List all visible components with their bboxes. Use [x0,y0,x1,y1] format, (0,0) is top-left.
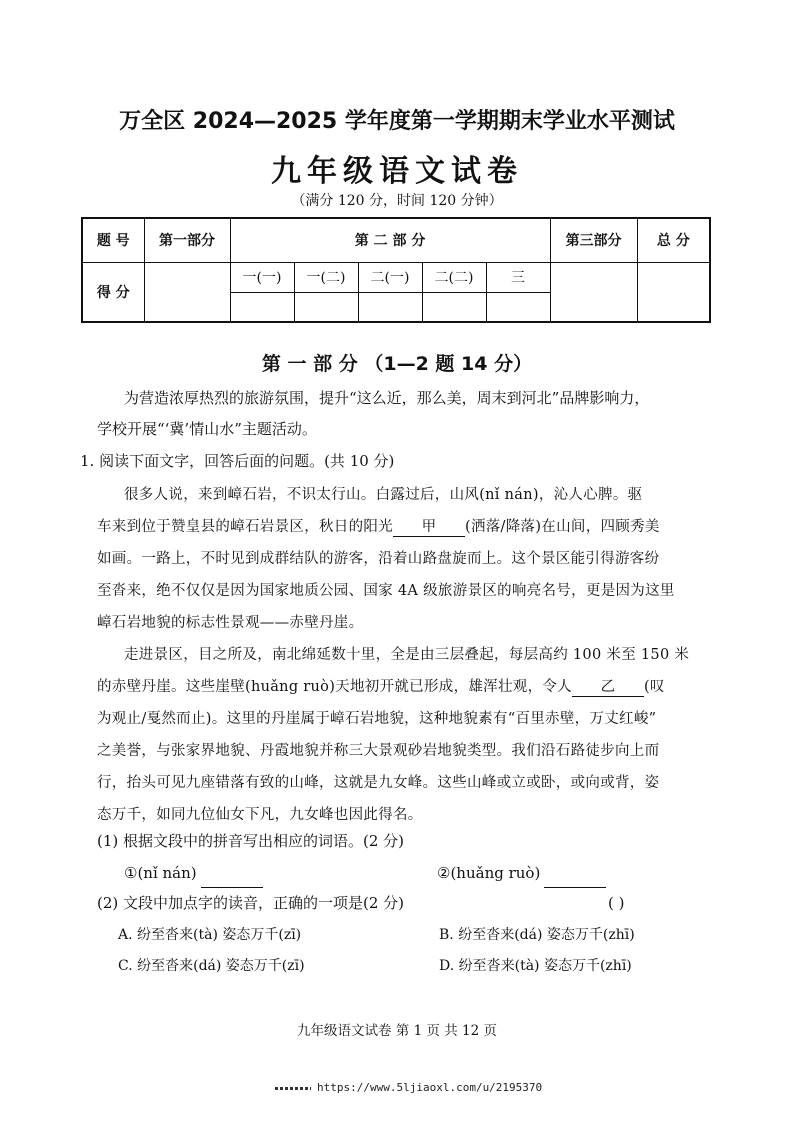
answer-bracket[interactable]: ( ) [608,894,625,912]
total-score-cell [637,262,710,322]
intro-line: 学校开展“‘冀’情山水”主题活动。 [97,420,317,438]
sub-header: 一(二) [294,262,358,292]
answer-1b [437,859,606,888]
part1-score-cell [144,262,230,322]
watermark-url: https://www.5ljiaoxl.com/u/2195370 [317,1081,543,1094]
watermark-logo [275,1087,311,1090]
passage-line: 走进景区，目之所及，南北绵延数十里，全是由三层叠起，每层高约 100 米至 150 米 [124,647,690,663]
part2-header: 第 二 部 分 [230,218,550,262]
passage-line: 为观止/戛然而止)。这里的丹崖属于嶂石岩地貌，这种地貌素有“百里赤壁，万丈红峻” [97,711,657,727]
sub-score-cell [294,292,358,322]
intro-line: 为营造浓厚热烈的旅游氛围，提升“这么近，那么美，周末到河北”品牌影响力， [124,389,650,407]
passage-text: 车来到位于赞皇县的嶂石岩景区，秋日的阳光 [97,519,393,535]
sub-header: 二(一) [358,262,422,292]
passage-line: 如画。一路上，不时见到成群结队的游客，沿着山路盘旋而上。这个景区能引得游客纷 [97,551,660,567]
option-c[interactable]: C. 纷至沓来(dá) 姿态万千(zī) [118,958,305,974]
passage-line: 之美誉，与张家界地貌、丹霞地貌并称三大景观砂岩地貌类型。我们沿石路徒步向上而 [97,743,660,759]
passage-line: 嶂石岩地貌的标志性景观——赤壁丹崖。 [97,615,364,631]
passage-line: 很多人说，来到嶂石岩，不识太行山。白露过后，山风(nǐ nán)，沁人心脾。驱 [124,487,643,503]
page-footer: 九年级语文试卷 第 1 页 共 12 页 [296,1023,497,1039]
sub-score-cell [422,292,486,322]
total-header: 总 分 [637,218,710,262]
exam-title: 万全区 2024—2025 学年度第一学期期末学业水平测试 [119,109,675,134]
question-1-title: 1. 阅读下面文字，回答后面的问题。(共 10 分) [80,452,395,470]
blank-b[interactable]: 乙 [572,675,644,697]
answer-1b-label: ②(huǎng ruò) [437,864,541,882]
passage-line: 态万千，如同九位仙女下凡，九女峰也因此得名。 [97,807,423,823]
answer-1b-blank[interactable] [544,859,606,888]
sub-score-cell [230,292,294,322]
option-a[interactable]: A. 纷至沓来(tà) 姿态万千(zī) [118,927,302,943]
passage-line: 至沓来，绝不仅仅是因为国家地质公园、国家 4A 级旅游景区的响亮名号，更是因为这里 [97,583,675,599]
question-no-label: 题 号 [82,218,144,262]
part1-header: 第一部分 [144,218,230,262]
exam-subtitle: 九年级语文试卷 [271,154,523,189]
sub-header: 三 [486,262,550,292]
passage-line [97,515,660,537]
part3-score-cell [550,262,637,322]
answer-1a-blank[interactable] [201,859,263,888]
answer-1a-label: ①(nǐ nán) [124,864,197,882]
passage-line [97,675,665,697]
sub-question-1: (1) 根据文段中的拼音写出相应的词语。(2 分) [97,832,405,850]
watermark [275,1081,542,1094]
passage-text: 的赤壁丹崖。这些崖壁(huǎng ruò)天地初开就已形成，雄浑壮观，令人 [97,679,572,695]
score-label: 得 分 [82,262,144,322]
answer-1a [124,859,263,888]
sub-header: 二(二) [422,262,486,292]
sub-score-cell [486,292,550,322]
sub-header: 一(一) [230,262,294,292]
option-d[interactable]: D. 纷至沓来(tà) 姿态万千(zhī) [439,958,632,974]
sub-score-cell [358,292,422,322]
full-score-note: （满分 120 分，时间 120 分钟） [291,193,503,209]
part3-header: 第三部分 [550,218,637,262]
passage-line: 行，抬头可见九座错落有致的山峰，这就是九女峰。这些山峰或立或卧，或向或背，姿 [97,775,660,791]
passage-text: (叹 [643,679,665,695]
blank-a[interactable]: 甲 [393,515,465,537]
passage-text: (洒落/降落)在山间，四顾秀美 [465,519,660,535]
score-table [81,217,711,323]
part-one-heading: 第 一 部 分 （1—2 题 14 分） [261,353,533,375]
option-b[interactable]: B. 纷至沓来(dá) 姿态万千(zhī) [439,927,635,943]
sub-question-2: (2) 文段中加点字的读音，正确的一项是(2 分) [97,894,405,912]
